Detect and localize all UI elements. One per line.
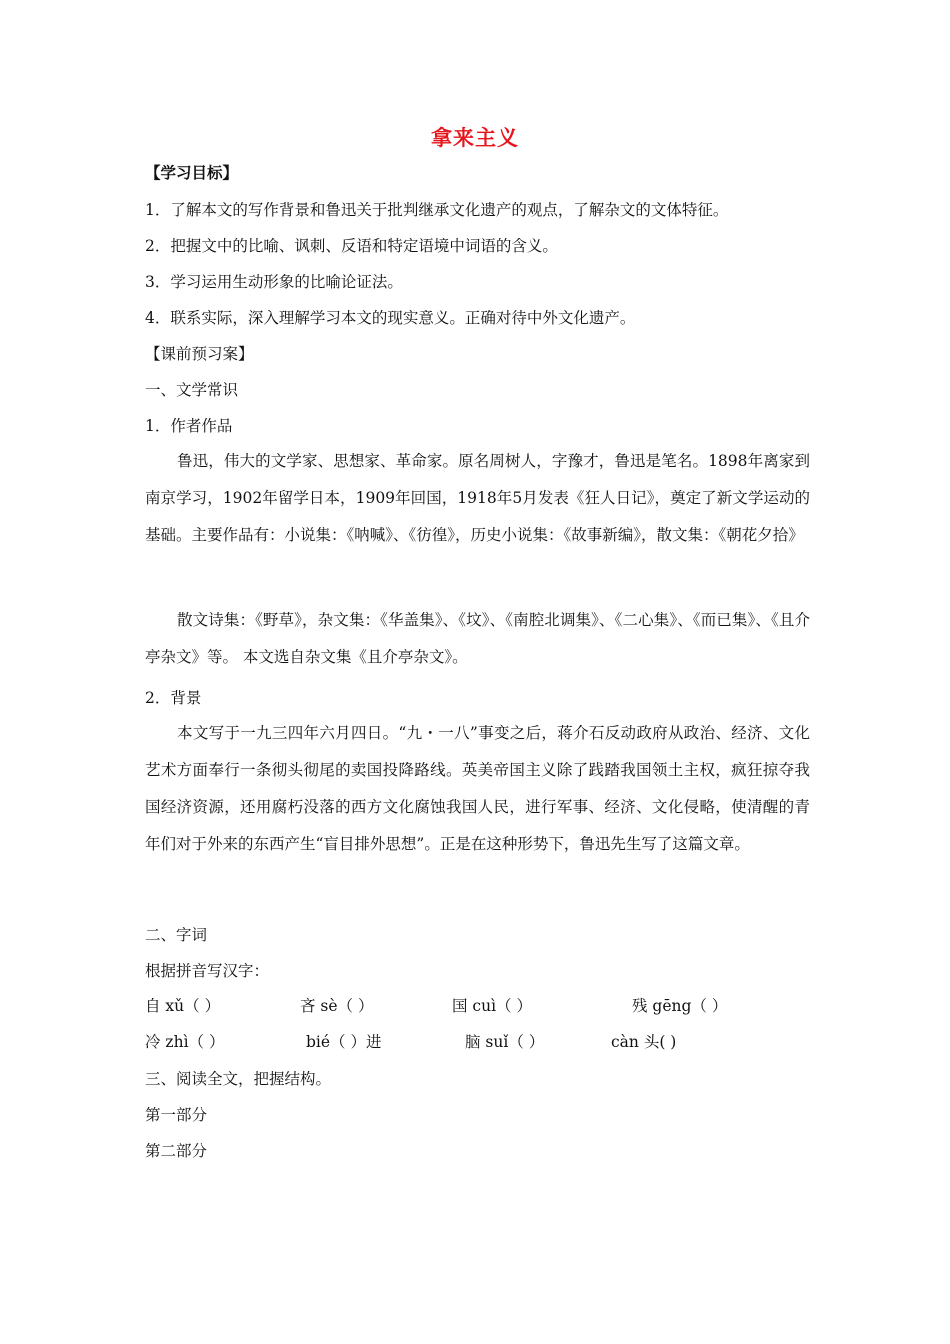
pinyin-blank: 自 xǔ（ ） — [145, 997, 221, 1015]
subsection-author-works: 1．作者作品 — [145, 417, 233, 435]
goal-item-2: 2．把握文中的比喻、讽刺、反语和特定语境中词语的含义。 — [145, 237, 558, 255]
pinyin-instruction: 根据拼音写汉字： — [145, 962, 270, 980]
goal-item-1: 1．了解本文的写作背景和鲁迅关于批判继承文化遗产的观点，了解杂文的文体特征。 — [145, 201, 729, 219]
pinyin-blank: 脑 suǐ（ ） — [465, 1033, 545, 1051]
author-paragraph-2: 散文诗集：《野草》，杂文集：《华盖集》、《坟》、《南腔北调集》、《二心集》、《而已集》、《且介亭杂文》等。 本文选自杂文集《且介亭杂文》。 — [145, 611, 810, 666]
section-literary-knowledge: 一、文学常识 — [145, 381, 239, 399]
section-vocabulary: 二、字词 — [145, 926, 208, 944]
subsection-background: 2．背景 — [145, 689, 202, 707]
pinyin-blank: 残 gēng（ ） — [632, 997, 728, 1015]
pinyin-blank: càn 头( ) — [611, 1033, 677, 1051]
part-two-label: 第二部分 — [145, 1142, 208, 1160]
goals-heading: 【学习目标】 — [145, 163, 239, 182]
goal-item-3: 3．学习运用生动形象的比喻论证法。 — [145, 273, 403, 291]
author-paragraph-1: 鲁迅，伟大的文学家、思想家、革命家。原名周树人，字豫才，鲁迅是笔名。1898年离家到南京学习，1902年留学日本，1909年回国，1918年5月发表《狂人日记》，奠定了新文学运动的基础。主要作品有：小说集：《呐喊》、《彷徨》，历史小说集：《故事新编》，散文集：《朝花夕拾》 — [145, 452, 810, 544]
pinyin-blank: 国 cuì（ ） — [452, 997, 532, 1015]
background-paragraph: 本文写于一九三四年六月四日。“九・一八”事变之后，蒋介石反动政府从政治、经济、文化艺术方面奉行一条彻头彻尾的卖国投降路线。英美帝国主义除了践踏我国领土主权，疯狂掠夺我国经济资源，还用腐朽没落的西方文化腐蚀我国人民，进行军事、经济、文化侵略，使清醒的青年们对于外来的东西产生“盲目排外思想”。正是在这种形势下，鲁迅先生写了这篇文章。 — [145, 724, 810, 853]
section-structure: 三、阅读全文，把握结构。 — [145, 1070, 332, 1088]
document-title: 拿来主义 — [431, 126, 519, 150]
goal-item-4: 4．联系实际，深入理解学习本文的现实意义。正确对待中外文化遗产。 — [145, 309, 636, 327]
preview-heading: 【课前预习案】 — [145, 345, 254, 363]
pinyin-blank: 吝 sè（ ） — [300, 997, 374, 1015]
part-one-label: 第一部分 — [145, 1106, 208, 1124]
pinyin-blank: 冷 zhì（ ） — [145, 1033, 225, 1051]
pinyin-blank: bié（ ）进 — [306, 1033, 382, 1051]
